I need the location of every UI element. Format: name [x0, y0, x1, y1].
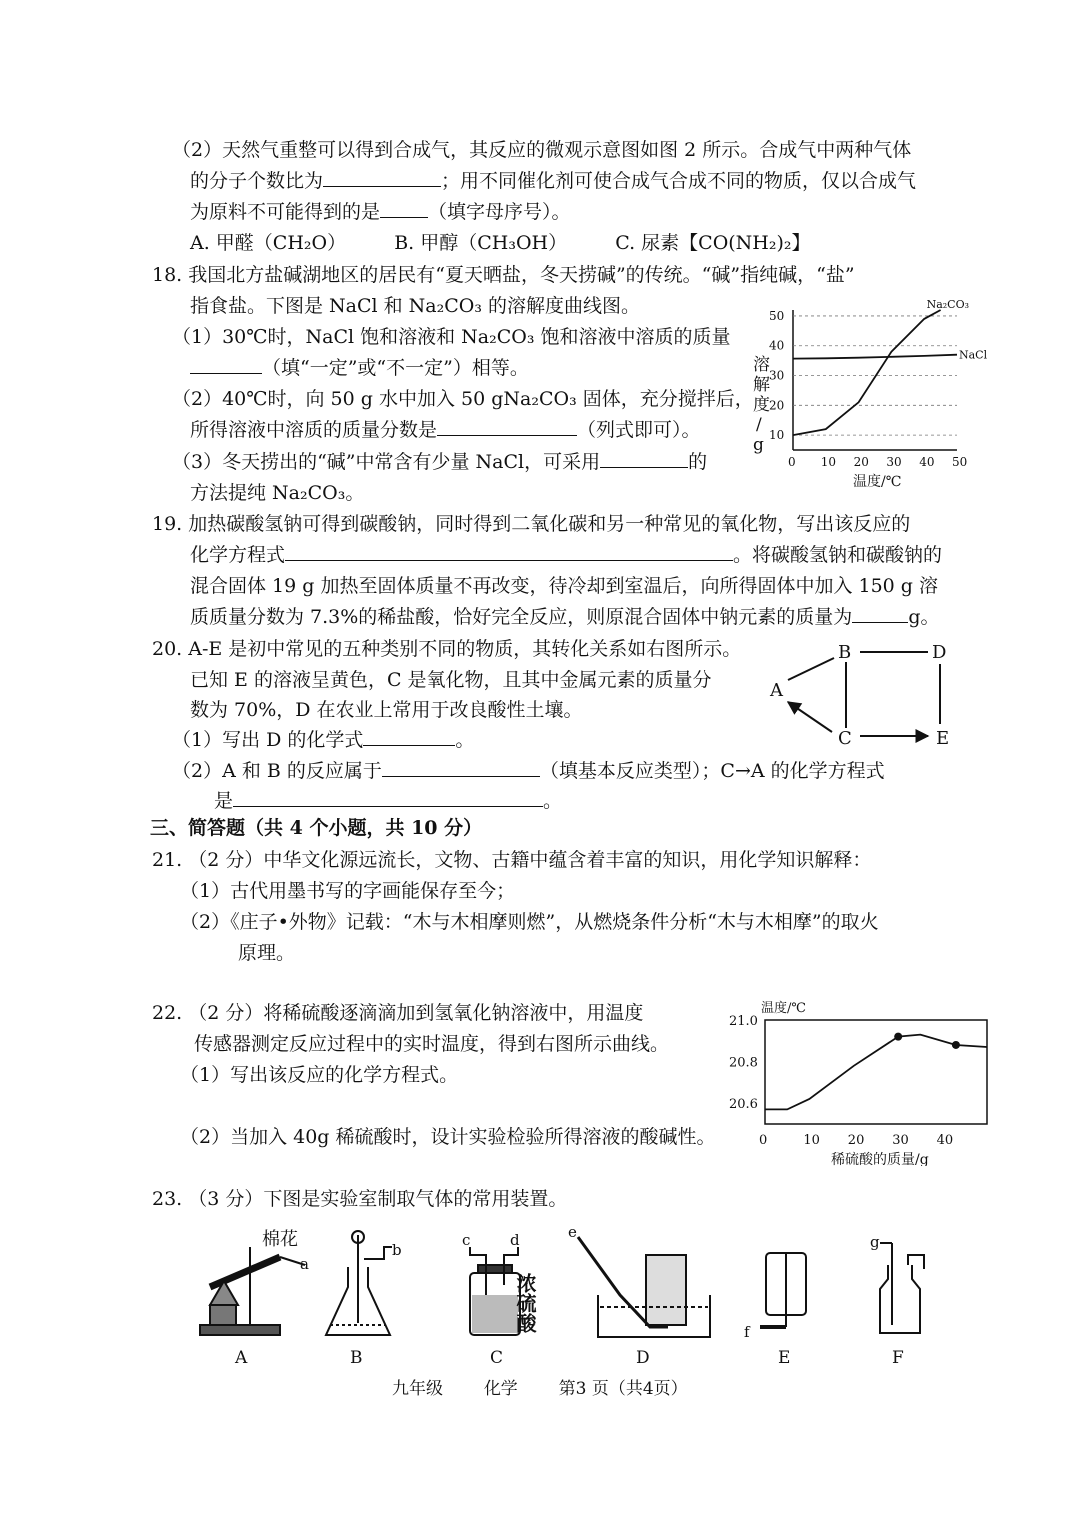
q18-line2: 指食盐。下图是 NaCl 和 Na₂CO₃ 的溶解度曲线图。: [190, 295, 641, 317]
x-axis-label: 稀硫酸的质量/g: [831, 1152, 929, 1166]
apparatus-b: [326, 1231, 392, 1335]
text: 为原料不可能得到的是: [190, 201, 381, 223]
text: （填基本反应类型）；C→A 的化学方程式: [539, 760, 885, 782]
q17-2-line2: [190, 168, 916, 194]
answer-blank[interactable]: [285, 542, 733, 561]
option-b: B. 甲醇（CH₃OH）: [394, 232, 568, 254]
text: （1）写出 D 的化学式: [172, 729, 364, 751]
footer-grade: 九年级: [392, 1379, 443, 1399]
section-3-title: 三、简答题（共 4 个小题，共 10 分）: [150, 817, 483, 839]
q20-part2: [172, 758, 885, 784]
series-line-nacl: [793, 355, 957, 359]
x-tick-label: 0: [759, 1133, 768, 1148]
port-e: e: [568, 1225, 577, 1241]
series-label: NaCl: [959, 348, 988, 362]
text: 质质量分数为 7.3%的稀盐酸，恰好完全反应，则原混合固体中钠元素的质量为: [190, 606, 853, 628]
q22-line3: （1）写出该反应的化学方程式。: [180, 1064, 459, 1086]
x-axis-label: 温度/℃: [853, 474, 902, 490]
text: ；用不同催化剂可使合成气合成不同的物质，仅以合成气: [441, 170, 917, 192]
data-point: [894, 1033, 902, 1041]
port-f: f: [744, 1323, 750, 1341]
apparatus-e: [760, 1253, 806, 1327]
x-tick-label: 30: [892, 1133, 909, 1148]
conc-sulfuric-acid: 浓硫酸: [513, 1273, 537, 1333]
x-tick-label: 30: [886, 455, 902, 469]
apparatus-f: [880, 1243, 924, 1333]
footer-subject: 化学: [483, 1379, 518, 1399]
q17-2-line3: [190, 199, 571, 225]
answer-blank[interactable]: [382, 758, 540, 777]
q20-line2: 已知 E 的溶液呈黄色，C 是氧化物，且其中金属元素的质量分: [190, 669, 712, 691]
edge-a-b: [788, 658, 834, 680]
node-c: C: [838, 728, 852, 749]
x-tick-label: 10: [820, 455, 837, 469]
q19-line2: [190, 542, 942, 568]
label-c: C: [490, 1348, 504, 1368]
y-axis-label-char: /: [756, 415, 762, 435]
label-b: B: [350, 1348, 363, 1368]
label-e: E: [778, 1348, 791, 1368]
temperature-chart: [725, 996, 995, 1166]
q19-line1: 19. 加热碳酸氢钠可得到碳酸钠，同时得到二氧化碳和另一种常见的氧化物，写出该反应的: [152, 513, 911, 535]
q21-line2: （1）古代用墨书写的字画能保存至今；: [180, 880, 516, 902]
text: 的分子个数比为: [190, 170, 324, 192]
text: g。: [908, 606, 940, 628]
text: 所得溶液中溶质的质量分数是: [190, 419, 438, 441]
text: 化学方程式: [190, 544, 286, 566]
y-axis-label-char: 解: [753, 375, 770, 395]
x-tick-label: 50: [952, 455, 968, 469]
text: 的: [688, 451, 708, 473]
q22-line2: 传感器测定反应过程中的实时温度，得到右图所示曲线。: [194, 1033, 670, 1055]
y-axis-label-char: 溶: [753, 355, 770, 375]
y-tick-label: 20.8: [729, 1055, 758, 1071]
answer-blank[interactable]: [852, 604, 908, 623]
data-point: [952, 1041, 960, 1049]
port-c: c: [462, 1231, 471, 1249]
q21-line1: 21. （2 分）中华文化源远流长，文物、古籍中蕴含着丰富的知识，用化学知识解释：: [152, 849, 872, 871]
x-tick-label: 10: [803, 1133, 820, 1148]
option-a: A. 甲醛（CH₂O）: [190, 232, 347, 254]
answer-blank[interactable]: [380, 199, 428, 218]
plot-frame: [765, 1020, 987, 1124]
q22-line1: 22. （2 分）将稀硫酸逐滴滴加到氢氧化钠溶液中，用温度: [152, 1002, 644, 1024]
footer-page: 第3 页（共4页）: [558, 1379, 688, 1399]
text: 。: [455, 729, 475, 751]
q19-line3: 混合固体 19 g 加热至固体质量不再改变，待冷却到室温后，向所得固体中加入 150 g 溶: [190, 575, 939, 597]
q18-part3a: [172, 449, 707, 475]
series-label: Na₂CO₃: [926, 300, 970, 311]
answer-blank[interactable]: [190, 355, 262, 374]
x-tick-label: 20: [847, 1133, 865, 1148]
port-a: a: [300, 1255, 309, 1273]
cotton-label: 棉花: [262, 1229, 298, 1250]
label-d: D: [636, 1348, 650, 1368]
q23-line1: 23. （3 分）下图是实验室制取气体的常用装置。: [152, 1188, 568, 1210]
apparatus-d: [578, 1237, 710, 1337]
y-axis-label-char: g: [753, 435, 764, 455]
port-g: g: [870, 1233, 880, 1251]
text: （列式即可）。: [577, 419, 701, 441]
text: 。将碳酸氢钠和碳酸钠的: [733, 544, 943, 566]
text: 是: [214, 790, 234, 812]
node-e: E: [936, 728, 950, 749]
answer-blank[interactable]: [323, 168, 441, 187]
answer-blank[interactable]: [363, 727, 455, 746]
solubility-chart: [745, 300, 995, 510]
q17-2-line1: （2）天然气重整可以得到合成气，其反应的微观示意图如图 2 所示。合成气中两种气体: [172, 139, 912, 161]
port-b: b: [392, 1241, 402, 1259]
option-c: C. 尿素【CO(NH₂)₂】: [615, 232, 811, 254]
q21-line4: 原理。: [238, 942, 296, 964]
series-line-na2co3: [793, 310, 941, 435]
x-tick-label: 40: [936, 1133, 954, 1148]
x-tick-label: 40: [919, 455, 935, 469]
y-tick-label: 10: [769, 428, 785, 443]
apparatus-figure: [180, 1225, 940, 1375]
answer-blank[interactable]: [600, 449, 688, 468]
text: 。: [543, 790, 563, 812]
port-d: d: [510, 1231, 520, 1249]
relation-diagram: [760, 636, 970, 756]
q20-line1: 20. A-E 是初中常见的五种类别不同的物质，其转化关系如右图所示。: [152, 638, 742, 660]
q19-line4: [190, 604, 939, 630]
y-axis-label: 温度/℃: [761, 1001, 806, 1016]
node-b: B: [838, 642, 852, 663]
q20-part1: [172, 727, 474, 753]
y-tick-label: 20: [769, 398, 785, 413]
y-tick-label: 21.0: [729, 1014, 758, 1029]
x-tick-label: 0: [788, 455, 796, 469]
node-a: A: [770, 680, 783, 701]
label-a: A: [235, 1348, 248, 1368]
y-axis-label-char: 度: [753, 395, 770, 415]
q18-part1b: [190, 355, 529, 381]
y-tick-label: 20.6: [729, 1097, 758, 1113]
y-tick-label: 50: [769, 308, 785, 323]
footer: [392, 1376, 688, 1402]
text: （2）A 和 B 的反应属于: [172, 760, 382, 782]
q20-line3: 数为 70%，D 在农业上常用于改良酸性土壤。: [190, 699, 583, 721]
text: （填“一定”或“不一定”）相等。: [262, 357, 529, 379]
q18-line1: 18. 我国北方盐碱湖地区的居民有“夏天晒盐，冬天捞碱”的传统。“碱”指纯碱，“盐”: [152, 264, 855, 286]
text: （3）冬天捞出的“碱”中常含有少量 NaCl，可采用: [172, 451, 601, 473]
q18-part1a: （1）30℃时，NaCl 饱和溶液和 Na₂CO₃ 饱和溶液中溶质的质量: [172, 326, 731, 348]
q18-part2b: [190, 417, 701, 443]
q21-line3: （2）《庄子•外物》记载：“木与木相摩则燃”，从燃烧条件分析“木与木相摩”的取火: [180, 911, 879, 933]
apparatus-a: [200, 1247, 305, 1335]
edge-c-a: [788, 702, 832, 732]
q22-line4: （2）当加入 40g 稀硫酸时，设计实验检验所得溶液的酸碱性。: [180, 1126, 716, 1148]
text: （填字母序号）。: [428, 201, 571, 223]
y-tick-label: 30: [769, 368, 785, 383]
y-tick-label: 40: [769, 338, 785, 353]
answer-blank[interactable]: [233, 788, 543, 807]
q18-part3b: 方法提纯 Na₂CO₃。: [190, 482, 365, 504]
q20-part2c: [214, 788, 562, 814]
q17-2-options: [190, 230, 811, 256]
answer-blank[interactable]: [437, 417, 577, 436]
x-tick-label: 20: [853, 455, 869, 469]
label-f: F: [892, 1348, 904, 1368]
node-d: D: [932, 642, 947, 663]
q18-part2a: （2）40℃时，向 50 g 水中加入 50 gNa₂CO₃ 固体，充分搅拌后，: [172, 388, 754, 410]
